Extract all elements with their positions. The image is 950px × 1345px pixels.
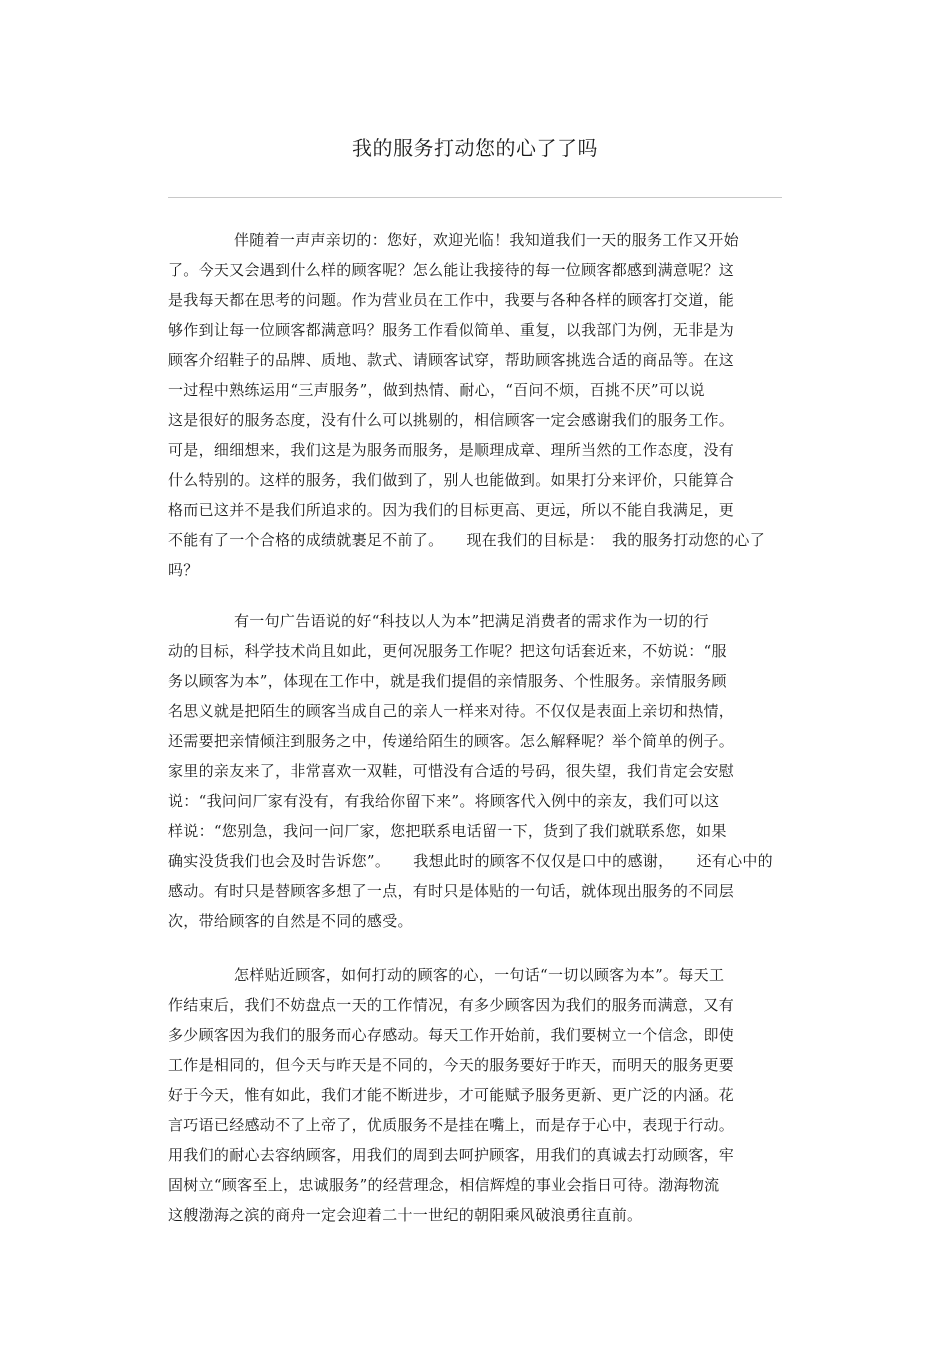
paragraph-2 [168,606,778,936]
paragraph-line: 这艘渤海之滨的商舟一定会迎着二十一世纪的朝阳乘风破浪勇往直前。 [168,1206,643,1224]
paragraph-line: 动的目标，科学技术尚且如此，更何况服务工作呢？把这句话套近来，不妨说：“服 [168,642,727,660]
paragraph-line: 够作到让每一位顾客都满意吗？服务工作看似简单、重复，以我部门为例，无非是为 [168,321,735,339]
paragraph-line: 了。今天又会遇到什么样的顾客呢？怎么能让我接待的每一位顾客都感到满意呢？这 [168,261,735,279]
paragraph-line: 多少顾客因为我们的服务而心存感动。每天工作开始前，我们要树立一个信念，即使 [168,1026,735,1044]
paragraph-line: 名思义就是把陌生的顾客当成自己的亲人一样来对待。不仅仅是表面上亲切和热情， [168,702,735,720]
paragraph-line: 次，带给顾客的自然是不同的感受。 [168,912,413,930]
paragraph-1 [168,225,778,585]
paragraph-line: 工作是相同的，但今天与昨天是不同的，今天的服务要好于昨天，而明天的服务更要 [168,1056,735,1074]
paragraph-3 [168,960,778,1230]
document-title: 我的服务打动您的心了了吗 [352,136,598,160]
paragraph-line: 好于今天，惟有如此，我们才能不断进步，才可能赋予服务更新、更广泛的内涵。花 [168,1086,735,1104]
paragraph-line: 言巧语已经感动不了上帝了，优质服务不是挂在嘴上，而是存于心中，表现于行动。 [168,1116,735,1134]
paragraph-line: 怎样贴近顾客，如何打动的顾客的心，一句话“一切以顾客为本”。每天工 [234,966,725,984]
title-divider [168,197,782,198]
paragraph-line: 感动。有时只是替顾客多想了一点，有时只是体贴的一句话，就体现出服务的不同层 [168,882,735,900]
paragraph-line: 还需要把亲情倾注到服务之中，传递给陌生的顾客。怎么解释呢？举个简单的例子。 [168,732,735,750]
paragraph-line: 用我们的耐心去容纳顾客，用我们的周到去呵护顾客，用我们的真诚去打动顾客，牢 [168,1146,735,1164]
paragraph-line: 固树立“顾客至上，忠诚服务”的经营理念，相信辉煌的事业会指日可待。渤海物流 [168,1176,720,1194]
paragraph-line: 伴随着一声声亲切的：您好，欢迎光临！我知道我们一天的服务工作又开始 [234,231,739,249]
paragraph-line: 确实没货我们也会及时告诉您”。 我想此时的顾客不仅仅是口中的感谢， 还有心中的 [168,852,773,870]
paragraph-line: 格而已这并不是我们所追求的。因为我们的目标更高、更远，所以不能自我满足，更 [168,501,735,519]
paragraph-line: 什么特别的。这样的服务，我们做到了，别人也能做到。如果打分来评价，只能算合 [168,471,735,489]
paragraph-line: 说：“我问问厂家有没有，有我给你留下来”。将顾客代入例中的亲友，我们可以这 [168,792,720,810]
paragraph-line: 样说：“您别急，我问一问厂家，您把联系电话留一下，货到了我们就联系您，如果 [168,822,727,840]
paragraph-line: 不能有了一个合格的成绩就裹足不前了。 现在我们的目标是： 我的服务打动您的心了 [168,531,766,549]
paragraph-line: 有一句广告语说的好“科技以人为本”把满足消费者的需求作为一切的行 [234,612,709,630]
paragraph-line: 作结束后，我们不妨盘点一天的工作情况，有多少顾客因为我们的服务而满意，又有 [168,996,735,1014]
paragraph-line: 顾客介绍鞋子的品牌、质地、款式、请顾客试穿，帮助顾客挑选合适的商品等。在这 [168,351,735,369]
paragraph-line: 务以顾客为本”，体现在工作中，就是我们提倡的亲情服务、个性服务。亲情服务顾 [168,672,727,690]
paragraph-line: 一过程中熟练运用“三声服务”，做到热情、耐心，“百问不烦，百挑不厌”可以说 [168,381,705,399]
paragraph-line: 是我每天都在思考的问题。作为营业员在工作中，我要与各种各样的顾客打交道，能 [168,291,735,309]
paragraph-line: 家里的亲友来了，非常喜欢一双鞋，可惜没有合适的号码，很失望，我们肯定会安慰 [168,762,735,780]
paragraph-line: 可是，细细想来，我们这是为服务而服务，是顺理成章、理所当然的工作态度，没有 [168,441,735,459]
paragraph-line: 吗？ [168,561,199,579]
paragraph-line: 这是很好的服务态度，没有什么可以挑剔的，相信顾客一定会感谢我们的服务工作。 [168,411,735,429]
